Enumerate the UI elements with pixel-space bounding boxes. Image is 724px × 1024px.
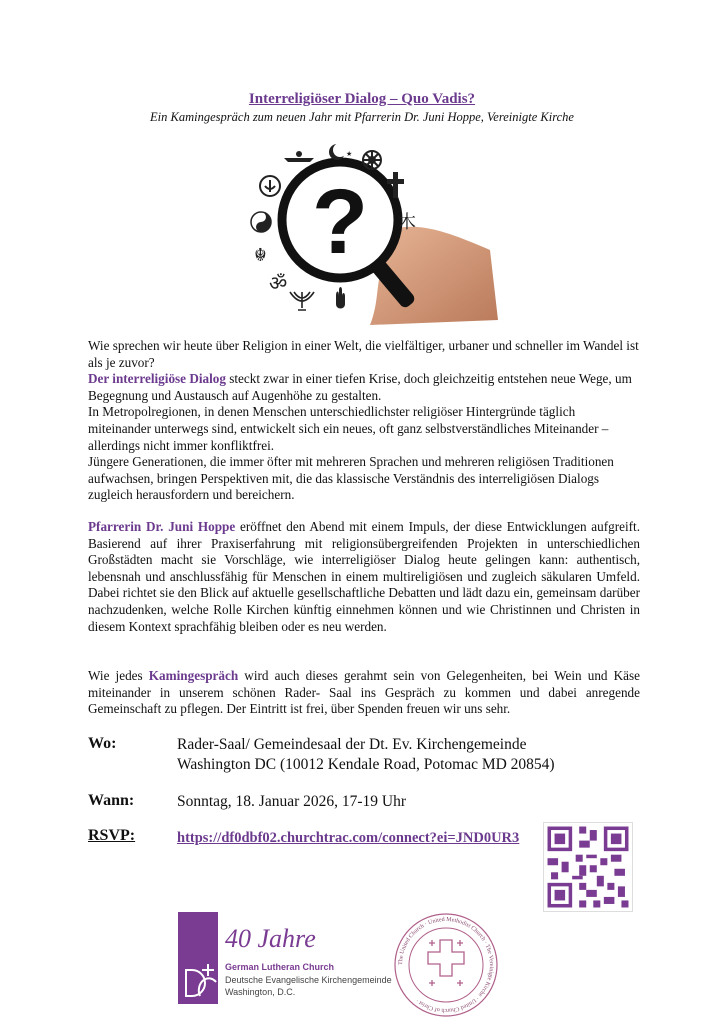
event-paragraph	[88, 668, 640, 718]
kanji-icon	[398, 212, 416, 233]
dharma-wheel-icon	[363, 151, 381, 169]
cross-logo-icon	[178, 912, 218, 1004]
location-value	[177, 735, 555, 775]
intro-sentence-2: steckt zwar in einer tiefen Krise, doch gleichzeitig entstehen neue Wege, um Begegnung und Austausch auf Augenhöhe zu gestalten.	[88, 371, 632, 403]
menorah-icon	[290, 292, 314, 310]
svg-text:?: ?	[311, 171, 369, 273]
intro-sentence-1: Wie sprechen wir heute über Religion in einer Welt, die vielfältiger, urbaner und schneller im Wandel ist als je zuvor?	[88, 338, 639, 370]
svg-text:☬: ☬	[254, 245, 267, 266]
rsvp-label: RSVP:	[88, 827, 136, 844]
location-label: Wo:	[88, 735, 117, 752]
speaker-name: Pfarrerin Dr. Juni Hoppe	[88, 519, 236, 534]
location-line-1: Rader-Saal/ Gemeindesaal der Dt. Ev. Kirchengemeinde	[177, 736, 527, 753]
date-label: Wann:	[88, 792, 135, 809]
intro-paragraph	[88, 338, 640, 504]
page-title: Interreligiöser Dialog – Quo Vadis?	[248, 91, 476, 107]
intro-sentence-4: Jüngere Generationen, die immer öfter mit mehreren Sprachen und mehreren religiösen Traditionen aufwachsen, bringen Perspektiven mit, die das klassische Verständnis des interreligiösen Dialogs zugleich herausfordern und bereichern.	[88, 454, 614, 503]
svg-text:木: 木	[398, 212, 416, 233]
speaker-description: eröffnet den Abend mit einem Impuls, der diese Entwicklungen aufgreift. Basierend auf ihrer Praxiserfahrung mit religionsübergreifenden Projekten in unterschiedlichen Großstädten macht sie Vorschläge, wie interreligiöser Dialog heute gelingen kann: authentisch, lebensnah und anschlussfähig für Menschen in einem multireligiösen und zugleich säkularen Umfeld. Dabei richtet sie den Blick auf aktuelle gesellschaftliche Debatten und lädt dazu ein, gemeinsam darüber nachzudenken, welche Rolle Kirchen künftig einnehmen können und wie Christinnen und Christen in diesem Kontext sprachfähig bleiben oder es neu werden.	[88, 519, 640, 634]
anniversary-text: 40 Jahre	[225, 924, 316, 953]
page-subtitle: Ein Kamingespräch zum neuen Jahr mit Pfarrerin Dr. Juni Hoppe, Vereinigte Kirche	[150, 110, 574, 124]
khanda-icon	[254, 245, 267, 266]
church-name-german: Deutsche Evangelische Kirchengemeinde	[225, 975, 392, 985]
church-name: German Lutheran Church	[225, 962, 335, 972]
rsvp-link[interactable]: https://df0dbf02.churchtrac.com/connect?ei=JND0UR3	[177, 830, 520, 846]
church-logo-mark	[178, 912, 218, 1004]
qr-code-icon[interactable]	[543, 822, 633, 912]
crescent-star-icon	[329, 143, 352, 160]
faravahar-icon	[284, 151, 314, 162]
svg-text:The United Church · United Met: The United Church · United Methodist Church · The Vereinigte Kirche · United Church of Christ ·	[397, 916, 495, 1014]
unitarian-chalice-icon	[260, 176, 280, 196]
intro-sentence-3: In Metropolregionen, in denen Menschen unterschiedlichster religiöser Hintergründe täglich miteinander unterwegs sind, entwickelt sich ein neues, oft ganz selbstverständliches Miteinander –allerdings nicht immer konfliktfrei.	[88, 404, 609, 453]
speaker-paragraph	[88, 519, 640, 635]
svg-text:ॐ: ॐ	[269, 271, 288, 295]
event-highlight: Kamingespräch	[148, 668, 239, 683]
svg-text:★: ★	[346, 150, 353, 158]
intro-highlight: Der interreligiöse Dialog	[88, 371, 226, 387]
united-church-seal-icon	[393, 912, 499, 1018]
location-line-2: Washington DC (10012 Kendale Road, Potomac MD 20854)	[177, 756, 555, 773]
yin-yang-icon	[251, 212, 271, 232]
event-intro: Wie jedes	[88, 668, 149, 683]
om-icon	[269, 271, 287, 295]
church-city: Washington, D.C.	[225, 987, 296, 997]
hamsa-icon	[336, 287, 345, 309]
date-value: Sonntag, 18. Januar 2026, 17-19 Uhr	[177, 793, 407, 810]
hero-illustration	[240, 140, 500, 325]
event-description: wird auch dieses gerahmt sein von Gelegenheiten, bei Wein und Käse miteinander in unserem schönen Rader- Saal ins Gespräch zu kommen und dabei anregende Gemeinschaft zu pflegen. Der Eintritt ist frei, über Spenden freuen wir uns sehr.	[88, 668, 640, 717]
